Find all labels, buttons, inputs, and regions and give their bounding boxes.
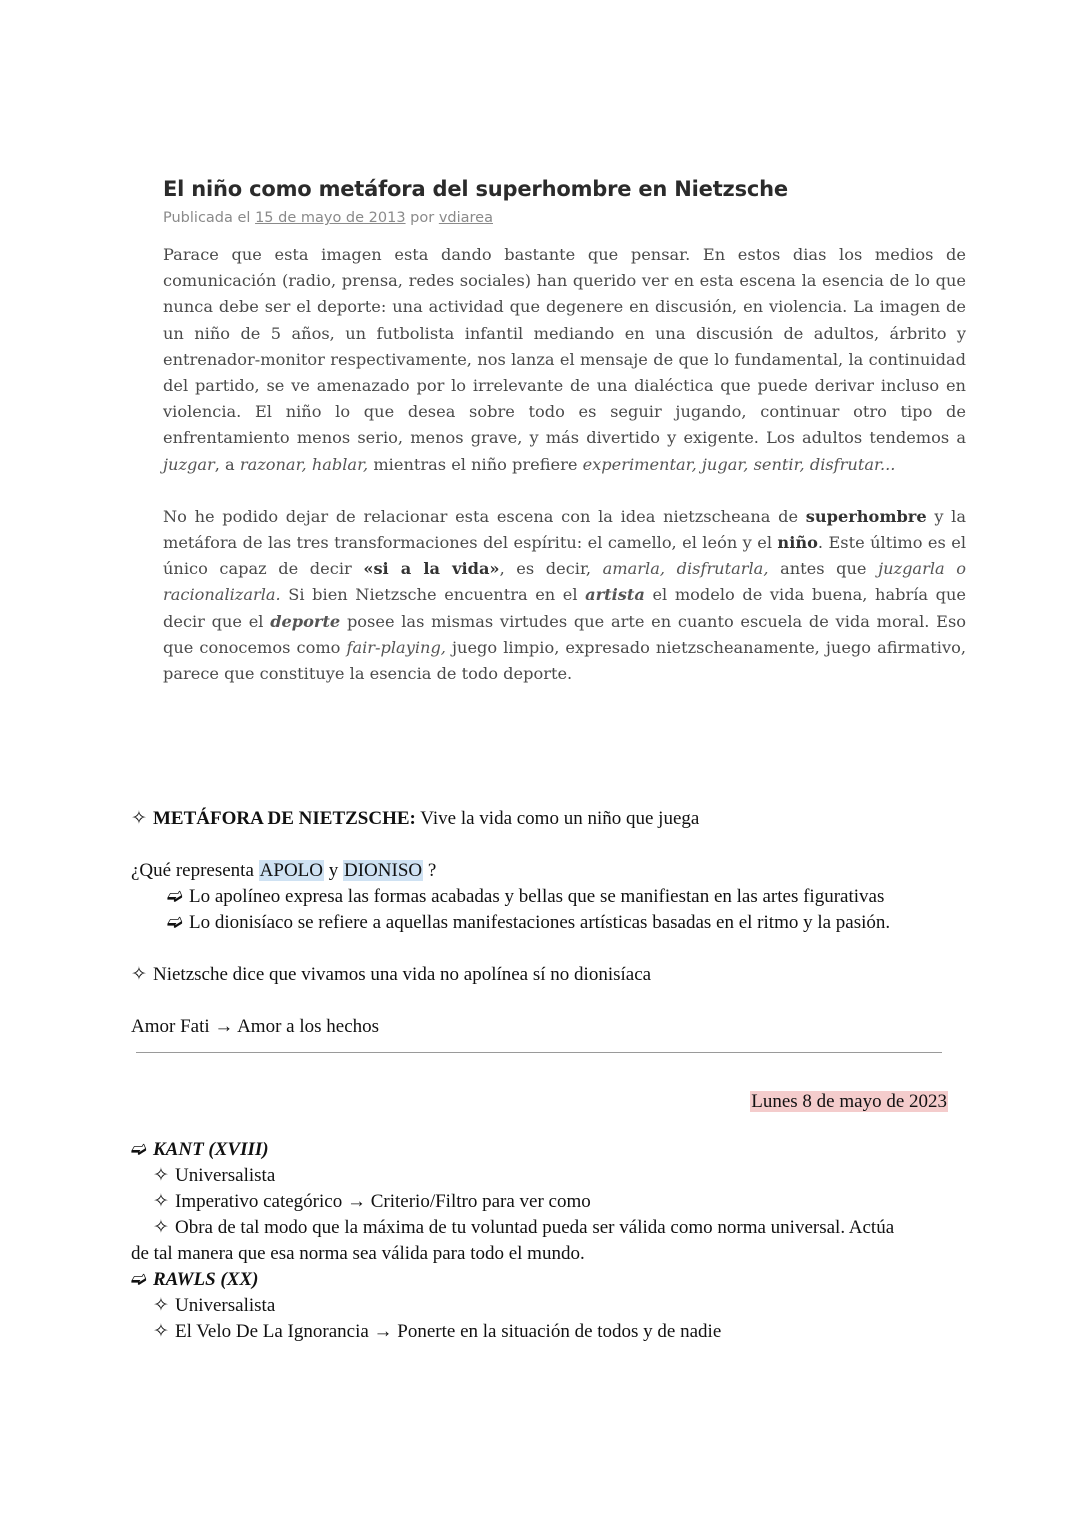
p2-text-a: No he podido dejar de relacionar esta escena con la idea nietzscheana de [163, 506, 806, 526]
p2-em-fair-playing: fair-playing, [346, 637, 446, 657]
rawls-item-1-text: Universalista [175, 1295, 276, 1316]
highlight-apolo: APOLO [259, 860, 323, 881]
p1-em-juzgar: juzgar [163, 454, 215, 474]
p2-text-c: . Este último es el único capaz de decir [163, 533, 966, 579]
kant-item-1-text: Universalista [175, 1165, 276, 1186]
kant-item-2-text: Imperativo categórico → Criterio/Filtro para ver como [175, 1191, 591, 1212]
date-row [131, 1089, 951, 1115]
kant-item-3-text-a: Obra de tal modo que la máxima de tu voluntad pueda ser válida como norma universal. Actúa [175, 1217, 895, 1238]
post-paragraph-1 [163, 242, 966, 478]
post-author-link[interactable]: vdiarea [438, 210, 493, 226]
vida-text: Nietzsche dice que vivamos una vida no apolínea sí no dionisíaca [153, 964, 652, 985]
kant-heading [131, 1137, 951, 1163]
sparkle-icon: ✧ [153, 1295, 169, 1316]
p1-text-c: mientras el niño prefiere [368, 454, 583, 474]
sparkle-icon: ✧ [153, 1191, 169, 1212]
p2-em-amarla: amarla, disfrutarla, [602, 559, 769, 579]
p2-text-i: juego limpio, expresado nietzscheanamente, juego afirmativo, parece que constituye la esencia de todo deporte. [163, 637, 966, 684]
dionisiaco-text: Lo dionisíaco se refiere a aquellas manifestaciones artísticas basadas en el ritmo y la pasión. [189, 912, 891, 933]
rawls-item-2 [131, 1319, 951, 1345]
arrow-icon: ➫ [131, 1139, 147, 1160]
kant-item-3 [131, 1215, 951, 1241]
metafora-label: METÁFORA DE NIETZSCHE: [153, 808, 416, 829]
sparkle-icon: ✧ [153, 1165, 169, 1186]
p1-text-b: , a [214, 454, 240, 474]
p1-em-razonar: razonar, hablar, [239, 454, 369, 474]
metafora-line [131, 806, 951, 832]
rawls-heading [131, 1267, 951, 1293]
question-line [131, 858, 951, 884]
arrow-icon: ➫ [167, 912, 183, 933]
meta-prefix: Publicada el [163, 210, 256, 226]
p2-bold-nino: niño [777, 533, 818, 553]
p2-text-h: posee las mismas virtudes que arte en cuanto escuela de vida moral. Eso que conocemos como [163, 611, 966, 657]
sparkle-icon: ✧ [153, 1321, 169, 1342]
p2-text-g: el modelo de vida buena, habría que decir que el [163, 585, 966, 631]
question-prefix: ¿Qué representa [131, 860, 259, 881]
question-y: y [324, 860, 343, 881]
date-highlight: Lunes 8 de mayo de 2023 [751, 1091, 947, 1112]
amor-fati-line: Amor Fati → Amor a los hechos [131, 1016, 380, 1037]
p2-bold-deporte: deporte [270, 611, 341, 631]
kant-item-2 [131, 1189, 951, 1215]
metafora-text: Vive la vida como un niño que juega [415, 808, 700, 829]
rawls-title: RAWLS (XX) [153, 1269, 259, 1290]
p2-bold-superhombre: superhombre [805, 506, 927, 526]
rawls-item-2-text: El Velo De La Ignorancia → Ponerte en la situación de todos y de nadie [175, 1321, 722, 1342]
sparkle-icon: ✧ [131, 964, 147, 985]
highlight-dioniso: DIONISO [344, 860, 423, 881]
kant-item-1 [131, 1163, 951, 1189]
p2-em-juzgarla: juzgarla o racionalizarla. [163, 559, 966, 605]
post-meta [163, 208, 966, 228]
kant-item-3-continuation: de tal manera que esa norma sea válida para todo el mundo. [131, 1243, 585, 1264]
p2-bold-si-a-la-vida: «si a la vida» [363, 559, 500, 579]
horizontal-divider [136, 1052, 942, 1053]
apolineo-text: Lo apolíneo expresa las formas acabadas y bellas que se manifiestan en las artes figurativas [189, 886, 885, 907]
post-title: El niño como metáfora del superhombre en Nietzsche [163, 177, 788, 201]
rawls-item-1 [131, 1293, 951, 1319]
question-suffix: ? [423, 860, 437, 881]
p2-text-d: , es decir, [499, 559, 603, 579]
sparkle-icon: ✧ [131, 808, 147, 829]
vida-line [131, 962, 951, 988]
kant-title: KANT (XVIII) [153, 1139, 269, 1160]
p2-text-e: antes que [768, 559, 879, 579]
post-paragraph-2 [163, 504, 966, 687]
p1-text-a: Parace que esta imagen esta dando bastante que pensar. En estos dias los medios de comunicación (radio, prensa, redes sociales) han querido ver en esta escena la esencia de lo que nunca debe ser el deporte: una actividad que degenere en discusión, en violencia. La imagen de un niño de 5 años, un futbolista infantil mediando en una discusión de adultos, árbrito y entrenador-monitor respectivamente, nos lanza el mensaje de que lo fundamental, la continuidad del partido, se ve amenazado por lo irrelevante de una dialéctica que puede derivar incluso en violencia. El niño lo que desea sobre todo es seguir jugando, continuar otro tipo de enfrentamiento menos serio, menos grave, y más divertido y exigente. Los adultos tendemos a [163, 245, 966, 448]
sparkle-icon: ✧ [153, 1217, 169, 1238]
p2-bold-artista: artista [585, 585, 645, 605]
blog-post-screenshot [163, 172, 966, 687]
arrow-icon: ➫ [131, 1269, 147, 1290]
notes [131, 806, 951, 1345]
apolineo-line [131, 884, 951, 910]
dionisiaco-line [131, 910, 951, 936]
arrow-icon: ➫ [167, 886, 183, 907]
p1-em-experimentar: experimentar, jugar, sentir, disfrutar... [582, 454, 896, 474]
meta-by: por [405, 210, 439, 226]
p2-text-f: Si bien Nietzsche encuentra en el [280, 585, 586, 605]
post-date-link[interactable]: 15 de mayo de 2013 [255, 210, 406, 226]
p2-text-b: y la metáfora de las tres transformaciones del espíritu: el camello, el león y el [163, 506, 966, 553]
